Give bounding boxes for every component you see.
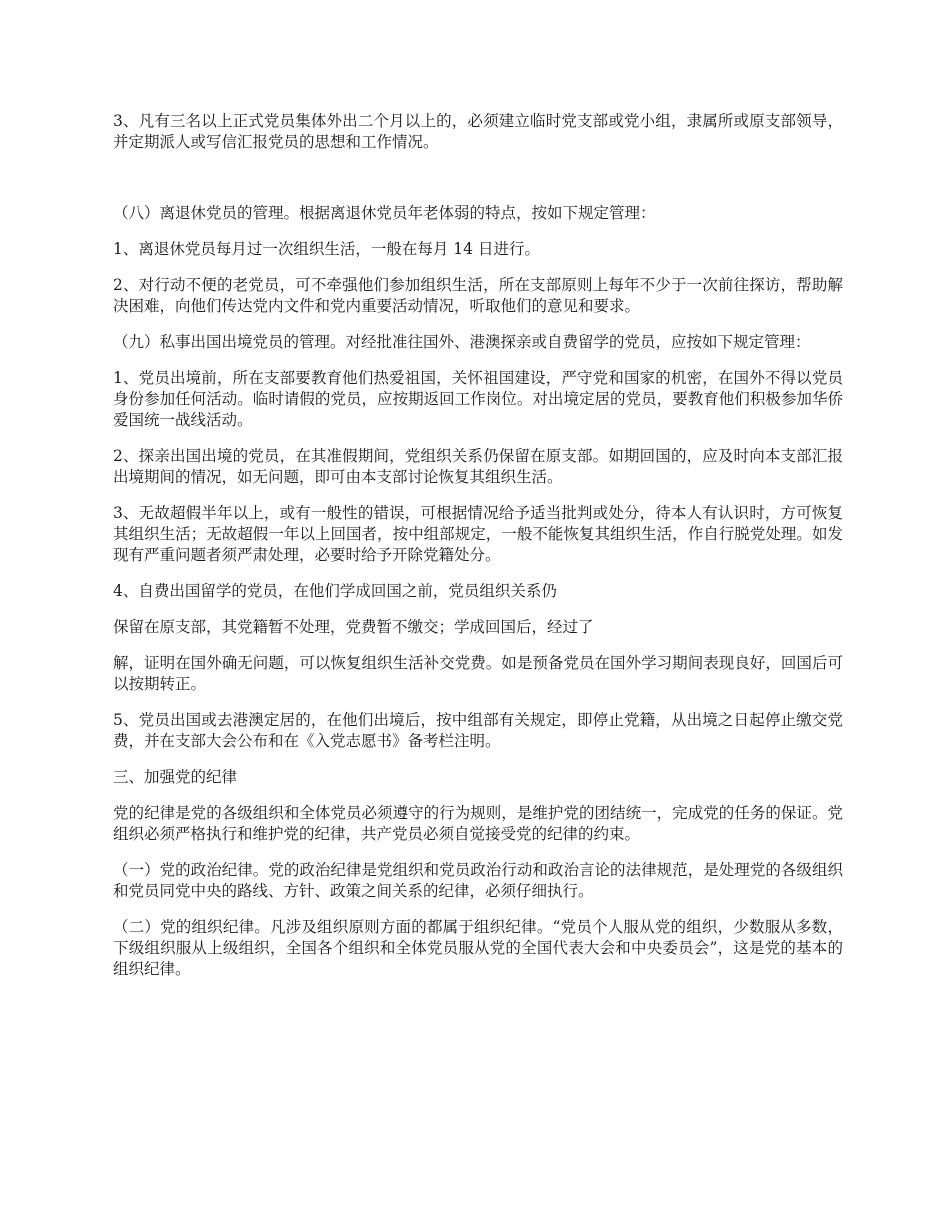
paragraph: 3、无故超假半年以上，或有一般性的错误，可根据情况给予适当批判或处分，待本人有认识时，方可恢复其组织生活；无故超假一年以上回国者，按中组部规定，一般不能恢复其组织生活，作自行脱党处理。如发现有严重问题者须严肃处理，必要时给予开除党籍处分。	[113, 504, 843, 564]
paragraph: 党的纪律是党的各级组织和全体党员必须遵守的行为规则，是维护党的团结统一，完成党的任务的保证。党组织必须严格执行和维护党的纪律，共产党员必须自觉接受党的纪律的约束。	[113, 804, 843, 843]
paragraph: （一）党的政治纪律。党的政治纪律是党组织和党员政治行动和政治言论的法律规范，是处理党的各级组织和党员同党中央的路线、方针、政策之间关系的纪律，必须仔细执行。	[113, 861, 843, 900]
paragraph: （二）党的组织纪律。凡涉及组织原则方面的都属于组织纪律。“党员个人服从党的组织，少数服从多数，下级组织服从上级组织，全国各个组织和全体党员服从党的全国代表大会和中央委员会”，这是党的基本的组织纪律。	[113, 918, 843, 978]
paragraph: 4、自费出国留学的党员，在他们学成回国之前，党员组织关系仍	[113, 582, 557, 600]
paragraph: （八）离退休党员的管理。根据离退休党员年老体弱的特点，按如下规定管理：	[113, 204, 656, 222]
paragraph: 5、党员出国或去港澳定居的，在他们出境后，按中组部有关规定，即停止党籍，从出境之日起停止缴交党费，并在支部大会公布和在《入党志愿书》备考栏注明。	[113, 711, 843, 750]
section-heading: 三、加强党的纪律	[113, 768, 238, 786]
document-body	[113, 111, 843, 995]
paragraph: 1、党员出境前，所在支部要教育他们热爱祖国，关怀祖国建设，严守党和国家的机密，在国外不得以党员身份参加任何活动。临时请假的党员，应按期返回工作岗位。对出境定居的党员，要教育他们积极参加华侨爱国统一战线活动。	[113, 369, 843, 429]
paragraph: 保留在原支部，其党籍暂不处理，党费暂不缴交；学成回国后，经过了	[113, 618, 594, 636]
paragraph: 1、离退休党员每月过一次组织生活，一般在每月 14 日进行。	[113, 240, 540, 258]
paragraph: 3、凡有三名以上正式党员集体外出二个月以上的，必须建立临时党支部或党小组，隶属所或原支部领导，并定期派人或写信汇报党员的思想和工作情况。	[113, 112, 843, 151]
paragraph: （九）私事出国出境党员的管理。对经批准往国外、港澳探亲或自费留学的党员，应按如下规定管理：	[113, 333, 811, 351]
paragraph: 2、探亲出国出境的党员，在其准假期间，党组织关系仍保留在原支部。如期回国的，应及时向本支部汇报出境期间的情况，如无问题，即可由本支部讨论恢复其组织生活。	[113, 447, 843, 486]
paragraph: 解，证明在国外确无问题，可以恢复组织生活补交党费。如是预备党员在国外学习期间表现良好，回国后可以按期转正。	[113, 654, 843, 693]
paragraph: 2、对行动不便的老党员，可不牵强他们参加组织生活，所在支部原则上每年不少于一次前往探访，帮助解决困难，向他们传达党内文件和党内重要活动情况，听取他们的意见和要求。	[113, 276, 843, 315]
